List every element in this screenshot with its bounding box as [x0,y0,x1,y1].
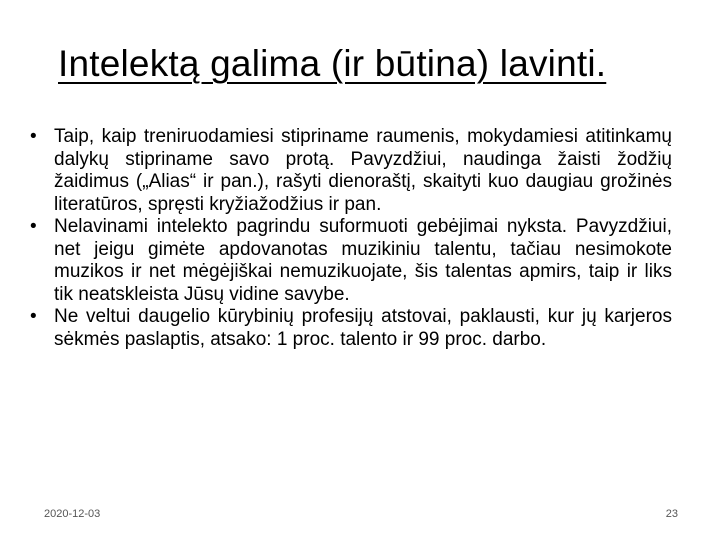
page-number: 23 [665,508,678,520]
bullet-item [28,216,672,306]
slide-title: Intelektą galima (ir būtina) lavinti. [58,43,607,84]
bullet-icon: • [30,216,37,237]
footer-date: 2020-12-03 [44,508,101,520]
bullet-list [28,126,672,351]
bullet-text: Nelavinami intelekto pagrindu suformuoti gebėjimai nyksta. Pavyzdžiui, net jeigu gimėte apdovanotas muzikiniu talentu, tačiau nesimokote muzikos ir net mėgėjiškai nemuzikuojate, šis talentas apmirs, taip ir liks tik neatskleista Jūsų vidine savybe. [54,216,672,305]
bullet-icon: • [30,126,37,147]
bullet-text: Taip, kaip treniruodamiesi stipriname raumenis, mokydamiesi atitinkamų dalykų stipriname savo protą. Pavyzdžiui, naudinga žaisti žodžių žaidimus („Alias“ ir pan.), rašyti dienoraštį, skaityti kuo daugiau grožinės literatūros, spręsti kryžiažodžius ir pan. [54,126,672,215]
bullet-text: Ne veltui daugelio kūrybinių profesijų atstovai, paklausti, kur jų karjeros sėkmės paslaptis, atsako: 1 proc. talento ir 99 proc. darbo. [54,306,672,350]
bullet-item [28,126,672,216]
bullet-icon: • [30,306,37,327]
bullet-item [28,306,672,351]
